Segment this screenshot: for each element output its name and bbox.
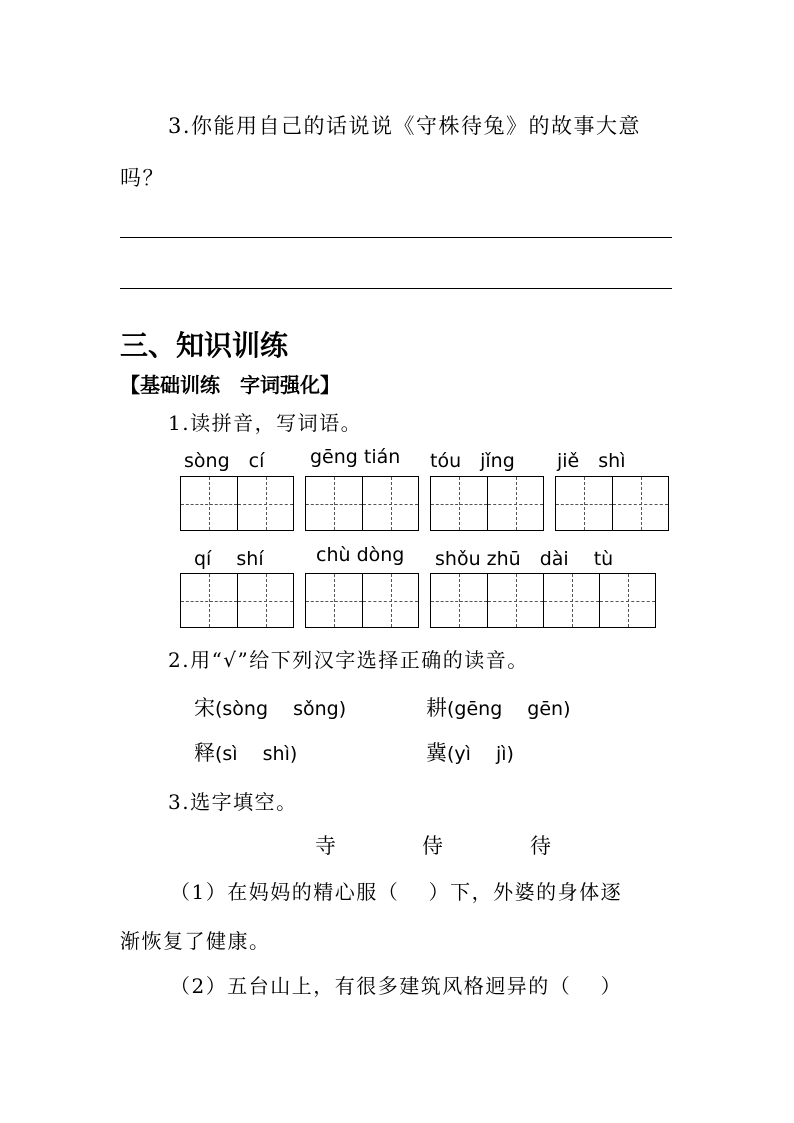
reading-option[interactable] — [426, 737, 514, 767]
option-pinyin[interactable]: (sì shì) — [215, 743, 298, 765]
writing-grid[interactable] — [180, 573, 294, 628]
question-3-line1: 3.你能用自己的话说说《守株待兔》的故事大意 — [168, 114, 642, 138]
writing-grid[interactable] — [555, 476, 669, 531]
reading-option[interactable] — [194, 737, 297, 767]
grid-cell[interactable] — [237, 477, 293, 530]
writing-grid[interactable] — [430, 573, 656, 628]
sentence-1-line1[interactable]: （1）在妈妈的精心服（ ）下，外婆的身体逐 — [170, 880, 623, 904]
choice-char: 待 — [530, 834, 551, 858]
option-pinyin[interactable]: (yì jì) — [447, 743, 514, 765]
grid-cell[interactable] — [612, 477, 668, 530]
exercise-2-prompt: 2.用“√”给下列汉字选择正确的读音。 — [168, 648, 529, 672]
grid-cell[interactable] — [431, 574, 487, 627]
grid-cell[interactable] — [362, 477, 418, 530]
grid-cell[interactable] — [543, 574, 599, 627]
question-3-line2: 吗？ — [120, 166, 165, 190]
grid-cell[interactable] — [431, 477, 487, 530]
grid-cell[interactable] — [306, 574, 362, 627]
pinyin-label: jiě shì — [557, 450, 626, 472]
grid-cell[interactable] — [487, 477, 543, 530]
reading-option[interactable] — [194, 692, 346, 722]
option-char: 冀 — [426, 741, 447, 765]
reading-option[interactable] — [426, 692, 571, 722]
pinyin-label: gēng tián — [310, 446, 401, 468]
pinyin-label: qí shí — [194, 548, 264, 570]
exercise-1-prompt: 1.读拼音，写词语。 — [168, 411, 363, 435]
writing-grid[interactable] — [430, 476, 544, 531]
grid-cell[interactable] — [237, 574, 293, 627]
answer-line-2[interactable] — [120, 288, 672, 289]
sentence-1-line2: 渐恢复了健康。 — [120, 929, 271, 953]
choice-char: 侍 — [422, 834, 443, 858]
pinyin-label: shǒu zhū dài tù — [435, 548, 614, 570]
writing-grid[interactable] — [305, 476, 419, 531]
option-char: 释 — [194, 741, 215, 765]
writing-grid[interactable] — [305, 573, 419, 628]
option-pinyin[interactable]: (sòng sǒng) — [215, 698, 347, 720]
exercise-3-prompt: 3.选字填空。 — [168, 790, 298, 814]
pinyin-label: tóu jǐng — [430, 450, 515, 472]
option-pinyin[interactable]: (gēng gēn) — [447, 698, 571, 720]
grid-cell[interactable] — [556, 477, 612, 530]
grid-cell[interactable] — [362, 574, 418, 627]
grid-cell[interactable] — [599, 574, 655, 627]
grid-cell[interactable] — [181, 477, 237, 530]
grid-cell[interactable] — [181, 574, 237, 627]
grid-cell[interactable] — [306, 477, 362, 530]
answer-line-1[interactable] — [120, 237, 672, 238]
pinyin-label: chù dòng — [316, 544, 405, 566]
choice-char: 寺 — [315, 834, 336, 858]
option-char: 宋 — [194, 696, 215, 720]
pinyin-label: sòng cí — [184, 450, 265, 472]
writing-grid[interactable] — [180, 476, 294, 531]
sentence-2[interactable]: （2）五台山上，有很多建筑风格迥异的（ ） — [170, 974, 623, 998]
section-title: 三、知识训练 — [120, 329, 289, 362]
section-subtitle: 【基础训练 字词强化】 — [120, 373, 340, 397]
grid-cell[interactable] — [487, 574, 543, 627]
option-char: 耕 — [426, 696, 447, 720]
